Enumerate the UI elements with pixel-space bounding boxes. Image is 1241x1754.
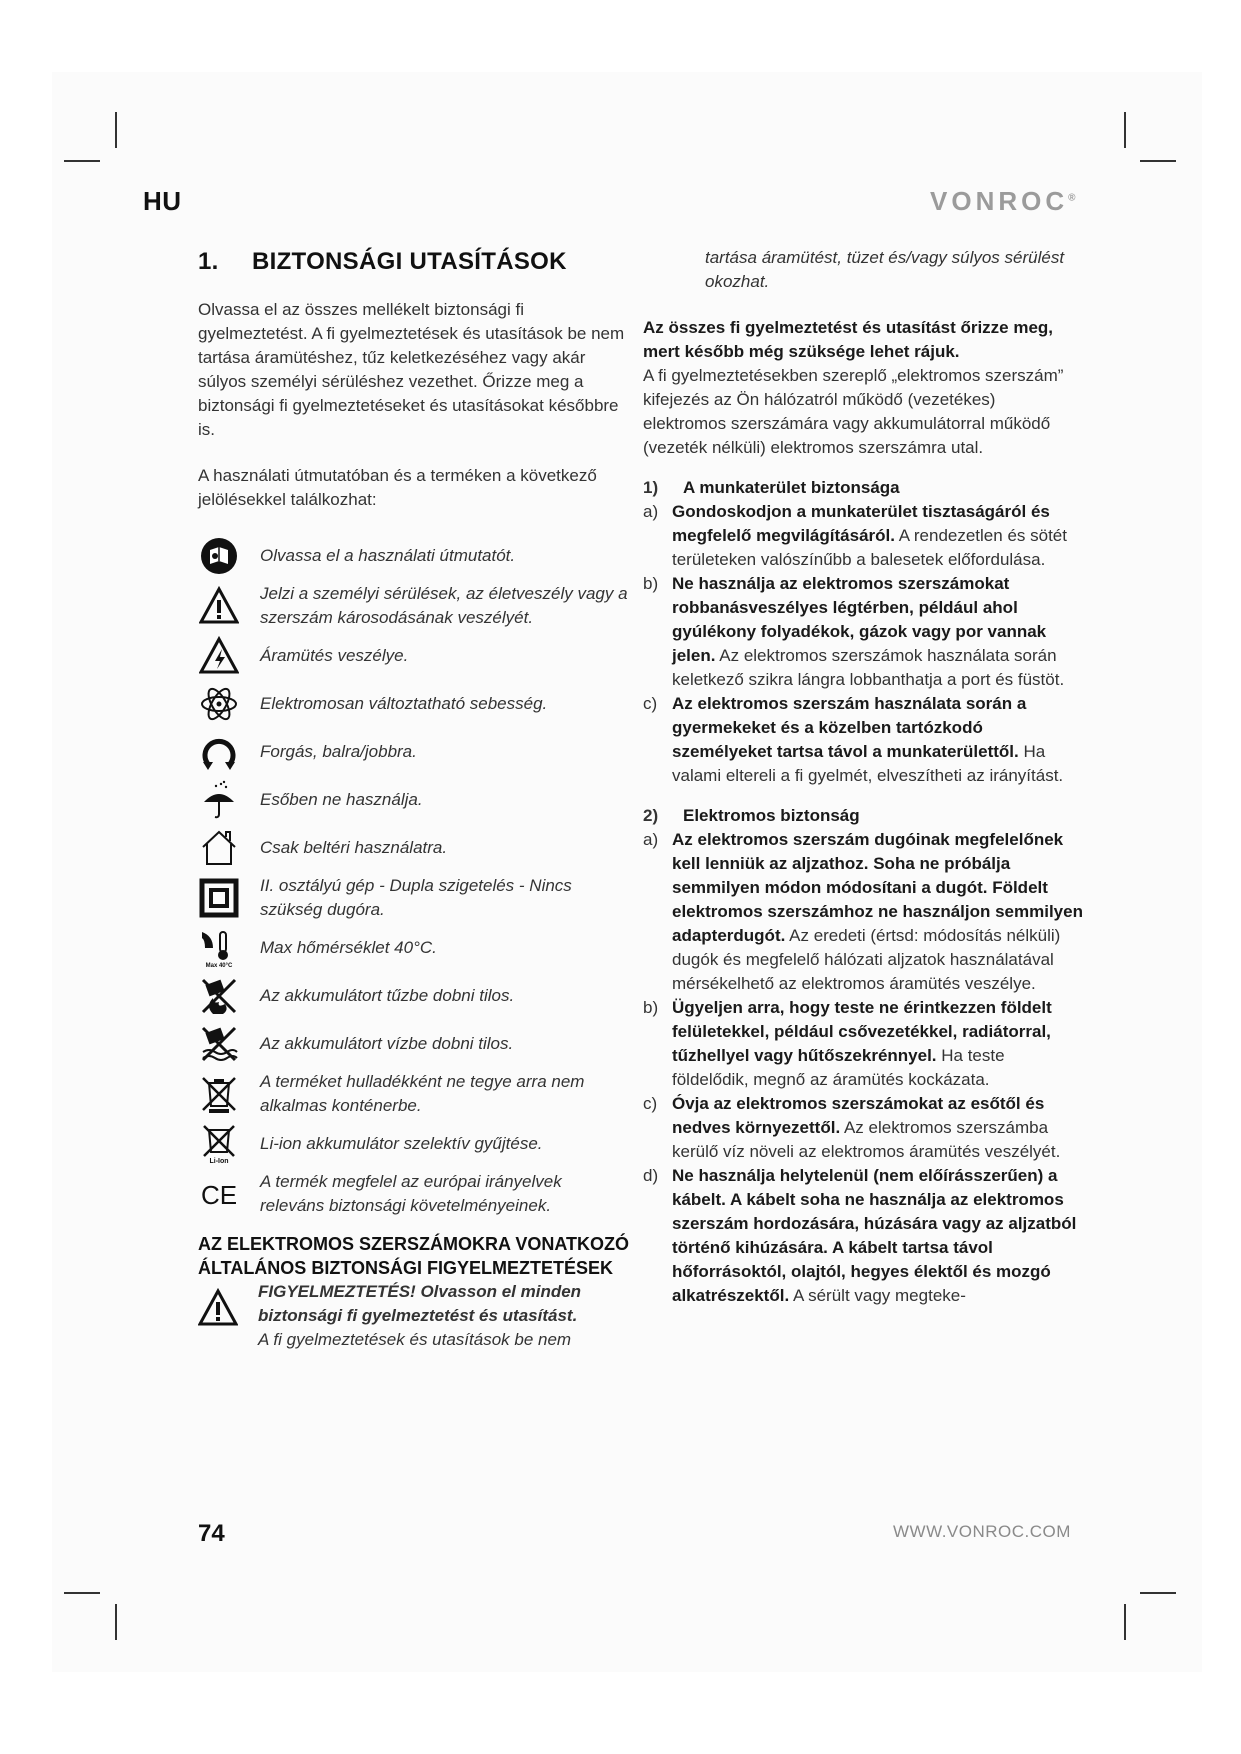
right-column (643, 246, 1083, 1308)
intro-paragraph: Olvassa el az összes mellékelt biztonsági fi gyelmeztetést. A fi gyelmeztetések és utasítások be nem tartása áramütéshez, tűz keletkezéséhez vagy akár súlyos személyi sérüléshez vezethet. Őrizze meg a biztonsági fi gyelmeztetéseket és utasításokat későbbre is. (198, 300, 625, 439)
symbol-row (198, 1022, 630, 1066)
item-letter: c) (643, 694, 658, 713)
item-bold: Az elektromos szerszám dugóinak megfelelőnek kell lenniük az aljzathoz. Soha ne próbálja semmilyen módon módosítani a dugót. Földelt elektromos szerszámhoz ne használjon semmilyen adapterdugót. (672, 830, 1083, 945)
brand-mark: ® (1068, 192, 1076, 204)
subsection-number: 1) (643, 478, 659, 497)
double-insulation-icon (198, 876, 240, 920)
symbol-text: Li-ion akkumulátor szelektív gyűjtése. (260, 1134, 543, 1153)
item-bold: Ne használja helytelenül (nem előírásszerűen) a kábelt. A kábelt soha ne használja az elektromos szerszám hordozására, húzására vagy az aljzatból történő kihúzására. A kábelt tartsa távol hőforrásoktól, olajtól, hegyes élektől és mozgó alkatrészektől. (672, 1166, 1077, 1305)
item-text: Az eredeti (értsd: módosítás nélküli) dugók és megfelelő hálózati aljzatok használatával mérsékelhető az elektromos áramütés veszélye. (672, 926, 1061, 993)
symbol-row (198, 1170, 630, 1218)
crop-mark (115, 1604, 117, 1640)
crop-mark (1124, 1604, 1126, 1640)
item-letter: b) (643, 574, 659, 593)
symbol-text: II. osztályú gép - Dupla szigetelés - Nincs szükség dugóra. (260, 876, 572, 919)
crop-mark (64, 160, 100, 162)
item-text: Az elektromos szerszámba kerülő víz növeli az elektromos áramütés veszélyét. (672, 1118, 1061, 1161)
symbol-row (198, 778, 630, 822)
item-text: A sérült vagy megteke- (789, 1286, 966, 1305)
symbol-text: A terméket hulladékként ne tegye arra nem alkalmas konténerbe. (260, 1072, 585, 1115)
symbol-text: Max hőmérséklet 40°C. (260, 938, 437, 957)
item-bold: Ne használja az elektromos szerszámokat robbanásveszélyes légtérben, például ahol gyúlékony folyadékok, gázok vagy por vannak jelen. (672, 574, 1047, 665)
item-bold: Ügyeljen arra, hogy teste ne érintkezzen földelt felületekkel, például csővezetékkel, radiátorral, tűzhellyel vagy hűtőszekrénnyel. (672, 998, 1052, 1065)
ce-mark-icon (198, 1172, 240, 1216)
item-text: A rendezetlen és sötét területeken valószínűbb a balesetek előfordulása. (672, 526, 1067, 569)
item-bold: Óvja az elektromos szerszámokat az esőtől és nedves környezettől. (672, 1094, 1045, 1137)
symbols-intro: A használati útmutatóban és a terméken a következő jelölésekkel találkozhat: (198, 466, 597, 509)
list-item (643, 572, 1083, 692)
left-column (198, 246, 630, 1352)
symbol-text: Jelzi a személyi sérülések, az életveszély vagy a szerszám károsodásának veszélyét. (260, 584, 628, 627)
crop-mark (1124, 112, 1126, 148)
symbol-row (198, 826, 630, 870)
item-content (672, 572, 1083, 692)
item-letter: a) (643, 502, 659, 521)
item-content (672, 692, 1083, 788)
list-item (643, 500, 1083, 572)
symbol-text: Olvassa el a használati útmutatót. (260, 546, 516, 565)
house-icon (198, 826, 240, 870)
symbol-text: Forgás, balra/jobbra. (260, 742, 417, 761)
icon-label: Max 40°C (205, 963, 233, 968)
symbol-row (198, 634, 630, 678)
symbol-row (198, 1122, 630, 1166)
rotation-icon (198, 730, 240, 774)
li-ion-bin-icon (198, 1122, 240, 1166)
language-label: HU (143, 186, 182, 216)
symbol-text: Az akkumulátort tűzbe dobni tilos. (260, 986, 515, 1005)
crop-mark (115, 112, 117, 148)
electric-shock-icon (198, 634, 240, 678)
subsection-number: 2) (643, 806, 659, 825)
crop-mark (1140, 1592, 1176, 1594)
crop-mark (64, 1592, 100, 1594)
tool-definition: A fi gyelmeztetésekben szereplő „elektromos szerszám” kifejezés az Ön hálózatról működő (vezetékes) elektromos szerszámára vagy akkumulátorral működő (vezeték nélküli) elektromos szerszámra utal. (643, 366, 1064, 457)
item-bold: Az elektromos szerszám használata során a gyermekeket és a közelben tartózkodó személyeket tartsa távol a munkaterülettől. (672, 694, 1027, 761)
icon-label: CE (200, 1180, 238, 1210)
no-fire-battery-icon (198, 974, 240, 1018)
item-letter: b) (643, 998, 659, 1017)
item-letter: c) (643, 1094, 658, 1113)
brand-logo (930, 186, 1076, 217)
item-text: Ha valami eltereli a fi gyelmét, elveszítheti az irányítást. (672, 742, 1064, 785)
item-letter: d) (643, 1166, 659, 1185)
item-content (672, 500, 1083, 572)
item-content (672, 1092, 1083, 1164)
manual-icon (198, 534, 240, 578)
warning-bold: FIGYELMEZTETÉS! Olvasson el minden biztonsági fi gyelmeztetést és utasítást. (258, 1282, 582, 1325)
list-item (643, 1164, 1083, 1308)
item-bold: Gondoskodjon a munkaterület tisztaságáról és megfelelő megvilágításáról. (672, 502, 1050, 545)
symbol-row (198, 730, 630, 774)
warning-continuation: tartása áramütést, tüzet és/vagy súlyos sérülést okozhat. (705, 248, 1065, 291)
symbol-text: Csak beltéri használatra. (260, 838, 448, 857)
warning-block (198, 1280, 630, 1352)
general-safety-heading: AZ ELEKTROMOS SZERSZÁMOKRA VONATKOZÓ ÁLTALÁNOS BIZTONSÁGI FIGYELMEZTETÉSEK (198, 1234, 629, 1278)
subsection-title: A munkaterület biztonsága (683, 478, 900, 497)
item-content (672, 1164, 1083, 1308)
variable-speed-icon (198, 682, 240, 726)
warning-icon (198, 584, 240, 628)
symbol-row (198, 1070, 630, 1118)
page-number: 74 (198, 1520, 225, 1547)
subsection-heading (643, 804, 1083, 828)
symbol-row (198, 682, 630, 726)
list-item (643, 996, 1083, 1092)
item-content (672, 828, 1083, 996)
symbol-row (198, 926, 630, 970)
section-title: BIZTONSÁGI UTASÍTÁSOK (252, 248, 567, 275)
item-text: Ha teste földelődik, megnő az áramütés kockázata. (672, 1046, 1005, 1089)
symbol-row (198, 874, 630, 922)
no-water-battery-icon (198, 1022, 240, 1066)
warning-text (258, 1280, 630, 1352)
warning-icon (198, 1280, 240, 1352)
section-number: 1. (198, 248, 219, 275)
crop-mark (1140, 160, 1176, 162)
symbol-text: Az akkumulátort vízbe dobni tilos. (260, 1034, 514, 1053)
symbol-text: Esőben ne használja. (260, 790, 423, 809)
subsection-title: Elektromos biztonság (683, 806, 860, 825)
symbol-text: Áramütés veszélye. (260, 646, 409, 665)
item-text: Az elektromos szerszámok használata során keletkező szikra lángra lobbanthatja a port és füstöt. (672, 646, 1065, 689)
list-item (643, 1092, 1083, 1164)
item-letter: a) (643, 830, 659, 849)
keep-instructions: Az összes fi gyelmeztetést és utasítást őrizze meg, mert később még szüksége lehet rájuk. (643, 318, 1054, 361)
item-content (672, 996, 1083, 1092)
symbol-text: A termék megfelel az európai irányelvek releváns biztonsági követelményeinek. (260, 1172, 562, 1215)
list-item (643, 692, 1083, 788)
brand-name: VONROC (930, 186, 1069, 216)
symbol-row (198, 582, 630, 630)
icon-label: Li-Ion (209, 1158, 229, 1164)
list-item (643, 828, 1083, 996)
warning-body: A fi gyelmeztetések és utasítások be nem (258, 1330, 572, 1349)
symbol-row (198, 974, 630, 1018)
section-heading (198, 248, 630, 276)
symbol-row (198, 534, 630, 578)
subsection-heading (643, 476, 1083, 500)
symbol-text: Elektromosan változtatható sebesség. (260, 694, 548, 713)
umbrella-rain-icon (198, 778, 240, 822)
thermometer-icon (198, 926, 240, 970)
crossed-bin-icon (198, 1072, 240, 1116)
footer-url: WWW.VONROC.COM (893, 1522, 1071, 1541)
